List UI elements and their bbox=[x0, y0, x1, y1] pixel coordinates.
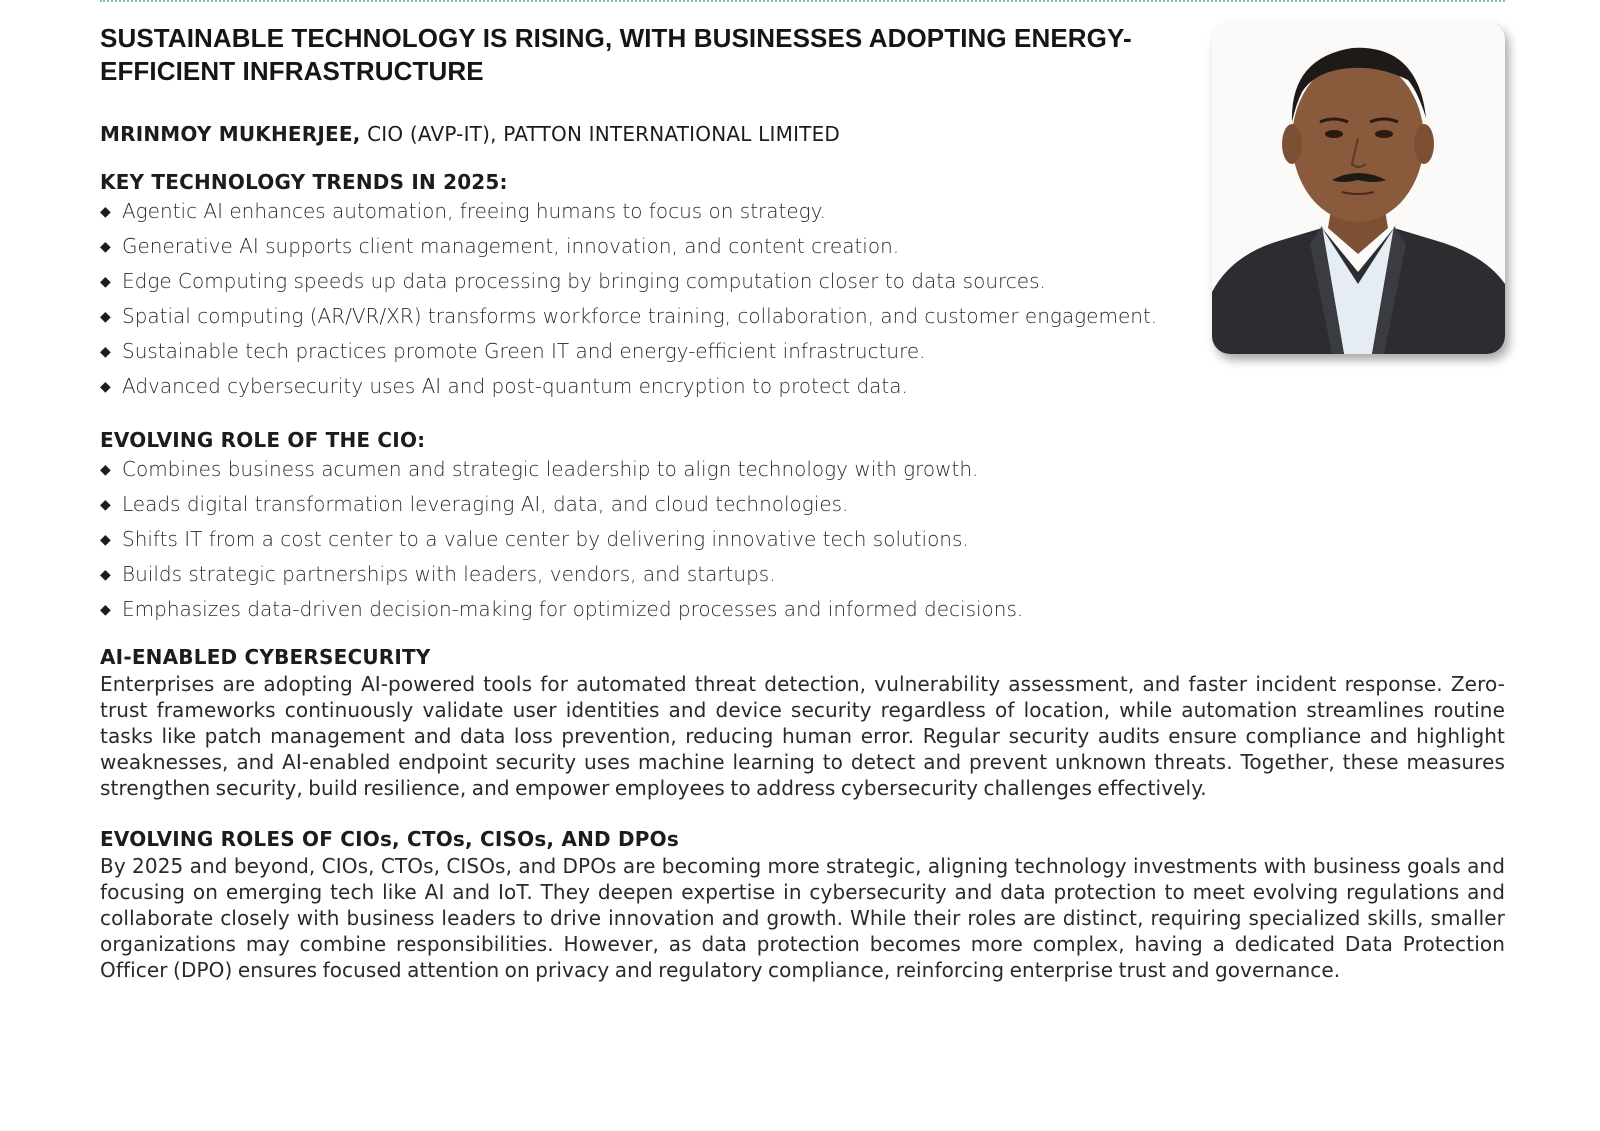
diamond-bullet-icon: ◆ bbox=[100, 497, 111, 513]
list-item-text: Generative AI supports client management, innovation, and content creation. bbox=[122, 234, 900, 258]
list-item bbox=[100, 557, 1505, 592]
article-headline: SUSTAINABLE TECHNOLOGY IS RISING, WITH BUSINESSES ADOPTING ENERGY-EFFICIENT INFRASTRUCTURE bbox=[100, 23, 1132, 86]
diamond-bullet-icon: ◆ bbox=[100, 344, 111, 360]
list-item bbox=[100, 522, 1505, 557]
cio-role-heading: EVOLVING ROLE OF THE CIO: bbox=[100, 428, 426, 452]
author-name: MRINMOY MUKHERJEE, bbox=[100, 122, 361, 146]
cybersecurity-heading: AI-ENABLED CYBERSECURITY bbox=[100, 645, 431, 669]
diamond-bullet-icon: ◆ bbox=[100, 204, 111, 220]
diamond-bullet-icon: ◆ bbox=[100, 239, 111, 255]
top-dotted-rule bbox=[100, 0, 1505, 4]
executive-roles-paragraph: By 2025 and beyond, CIOs, CTOs, CISOs, and DPOs are becoming more strategic, aligning technology investments with business goals and focusing on emerging tech like AI and IoT. They deepen expertise in cybersecurity and data protection to meet evolving regulations and collaborate closely with business leaders to drive innovation and growth. While their roles are distinct, requiring specialized skills, smaller organizations may combine responsibilities. However, as data protection becomes more complex, having a dedicated Data Protection Officer (DPO) ensures focused attention on privacy and regulatory compliance, reinforcing enterprise trust and governance. bbox=[100, 854, 1505, 982]
cybersecurity-section bbox=[100, 645, 1505, 801]
list-item bbox=[100, 369, 1505, 404]
list-item-text: Agentic AI enhances automation, freeing humans to focus on strategy. bbox=[122, 199, 827, 223]
list-item bbox=[100, 592, 1505, 627]
portrait-illustration bbox=[1212, 22, 1505, 354]
diamond-bullet-icon: ◆ bbox=[100, 532, 111, 548]
diamond-bullet-icon: ◆ bbox=[100, 274, 111, 290]
trends-heading: KEY TECHNOLOGY TRENDS IN 2025: bbox=[100, 170, 508, 194]
list-item-text: Emphasizes data-driven decision-making for optimized processes and informed decisions. bbox=[122, 597, 1024, 621]
cio-role-list bbox=[100, 452, 1505, 627]
diamond-bullet-icon: ◆ bbox=[100, 602, 111, 618]
list-item-text: Sustainable tech practices promote Green IT and energy-efficient infrastructure. bbox=[122, 339, 926, 363]
list-item bbox=[100, 452, 1505, 487]
list-item-text: Spatial computing (AR/VR/XR) transforms workforce training, collaboration, and customer engagement. bbox=[122, 304, 1158, 328]
list-item bbox=[100, 487, 1505, 522]
executive-roles-heading: EVOLVING ROLES OF CIOs, CTOs, CISOs, AND DPOs bbox=[100, 827, 679, 851]
list-item-text: Edge Computing speeds up data processing by bringing computation closer to data sources. bbox=[122, 269, 1046, 293]
diamond-bullet-icon: ◆ bbox=[100, 462, 111, 478]
diamond-bullet-icon: ◆ bbox=[100, 379, 111, 395]
author-title: CIO (AVP-IT), PATTON INTERNATIONAL LIMITED bbox=[367, 122, 841, 146]
diamond-bullet-icon: ◆ bbox=[100, 309, 111, 325]
author-photo bbox=[1212, 22, 1505, 354]
list-item-text: Shifts IT from a cost center to a value center by delivering innovative tech solutions. bbox=[122, 527, 969, 551]
list-item-text: Leads digital transformation leveraging AI, data, and cloud technologies. bbox=[122, 492, 849, 516]
executive-roles-section bbox=[100, 827, 1505, 983]
cio-role-section bbox=[100, 428, 1505, 627]
list-item-text: Advanced cybersecurity uses AI and post-quantum encryption to protect data. bbox=[122, 374, 908, 398]
list-item-text: Combines business acumen and strategic leadership to align technology with growth. bbox=[122, 457, 979, 481]
diamond-bullet-icon: ◆ bbox=[100, 567, 111, 583]
cybersecurity-paragraph: Enterprises are adopting AI-powered tools for automated threat detection, vulnerability assessment, and faster incident response. Zero-trust frameworks continuously validate user identities and device security regardless of location, while automation streamlines routine tasks like patch management and data loss prevention, reducing human error. Regular security audits ensure compliance and highlight weaknesses, and AI-enabled endpoint security uses machine learning to detect and prevent unknown threats. Together, these measures strengthen security, build resilience, and empower employees to address cybersecurity challenges effectively. bbox=[100, 672, 1505, 800]
list-item-text: Builds strategic partnerships with leaders, vendors, and startups. bbox=[122, 562, 776, 586]
